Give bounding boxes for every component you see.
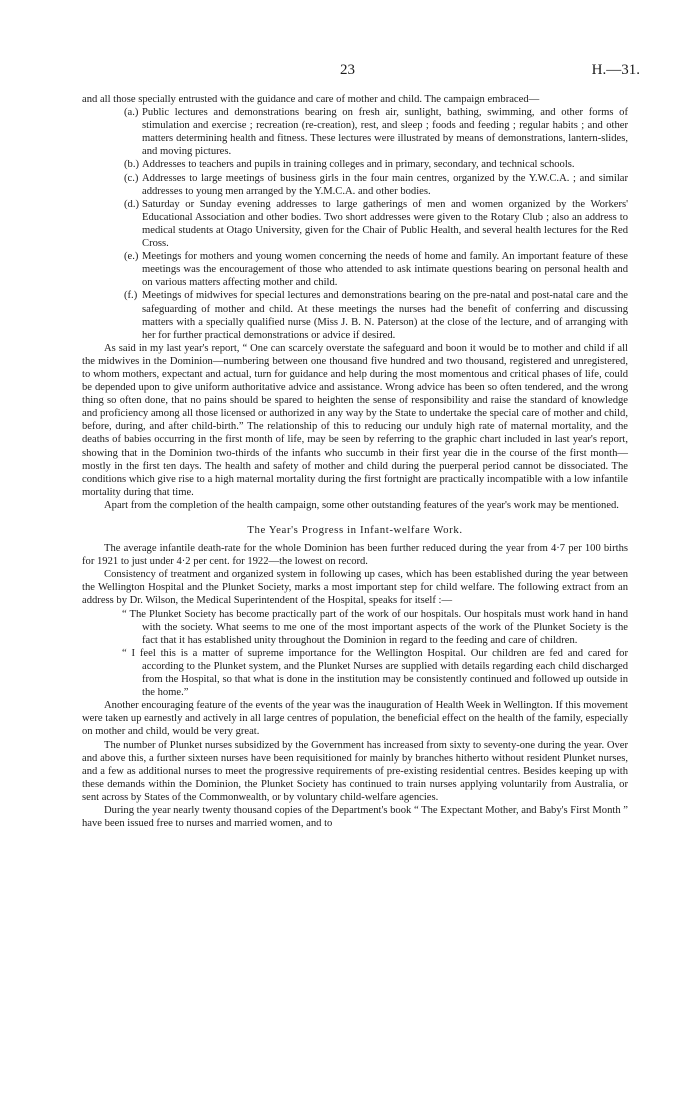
item-text: Addresses to teachers and pupils in training colleges and in primary, secondary, and technical schools. bbox=[142, 159, 575, 171]
item-text: Public lectures and demonstrations bearing on fresh air, sunlight, bathing, swimming, and other forms of stimulation and exercise ; recreation (re-creation), rest, and sleep ; foods and feeding ; regular habits ; and other matters determining health and fitness. These lectures were illustrated by means of demonstrations, lantern-slides, and moving pictures. bbox=[142, 107, 628, 158]
item-text: Meetings for mothers and young women concerning the needs of home and family. An important feature of these meetings was the encouragement of those who attended to ask intimate questions bearing on personal health and on various matters affecting mother and child. bbox=[142, 251, 628, 289]
quote-paragraph: “ I feel this is a matter of supreme importance for the Wellington Hospital. Our children are fed and cared for according to the Plunket system, and the Plunket Nurses are supplied with details regarding each child discharged from the Hospital, so that what is done in the institution may be consistently continued and followed up outside in the home.” bbox=[122, 647, 628, 699]
item-label: (e.) bbox=[124, 251, 139, 263]
campaign-item bbox=[82, 158, 628, 171]
document-code: H.—31. bbox=[591, 62, 640, 78]
campaign-item bbox=[82, 172, 628, 198]
paragraph: The number of Plunket nurses subsidized by the Government has increased from sixty to seventy-one during the year. Over and above this, a further sixteen nurses have been requisitioned for mainly by branches hitherto without resident Plunket nurses, and a few as additional nurses to meet the progressive requirements of pre-existing residential centres. Besides keeping up with these demands within the Dominion, the Plunket Society has continued to train nurses applying voluntarily from Australia, or sent across by States of the Commonwealth, or by voluntary child-welfare agencies. bbox=[82, 739, 628, 803]
item-label: (f.) bbox=[124, 290, 138, 302]
item-label: (c.) bbox=[124, 172, 139, 184]
paragraph: As said in my last year's report, “ One can scarcely overstate the safeguard and boon it would be to mother and child if all the midwives in the Dominion—numbering between one thousand five hundred and two thousand, registered and unregistered, to whom mothers, expectant and actual, turn for guidance and help during the most momentous and critical phases of life, could be depended upon to give uniform authoritative advice and assistance. Wrong advice has been so often tendered, and the wrong thing so often done, that no pains should be spared to heighten the sense of responsibility and raise the standard of knowledge and proficiency among all those licensed or authorized in any way by the State to undertake the special care of mother and child, before, during, and after child-birth.” The relationship of this to reducing our unduly high rate of maternal mortality, and the deaths of babies occurring in the first month of life, may be seen by referring to the graphic chart included in last year's report, showing that in the Dominion two-thirds of the infants who succumb in their first year die in the course of the first month—mostly in the first ten days. The health and safety of mother and child during the puerperal period cannot be dissociated. The conditions which give rise to a high maternal mortality during the first fortnight are practically incompatible with a low infantile mortality during that time. bbox=[82, 342, 628, 498]
campaign-item bbox=[82, 198, 628, 250]
paragraph: During the year nearly twenty thousand copies of the Department's book “ The Expectant Mother, and Baby's First Month ” have been issued free to nurses and married women, and to bbox=[82, 804, 628, 830]
paragraph: Consistency of treatment and organized system in following up cases, which has been established during the year between the Wellington Hospital and the Plunket Society, marks a most important step for child welfare. The following extract from an address by Dr. Wilson, the Medical Superintendent of the Hospital, speaks for itself :— bbox=[82, 569, 628, 607]
item-text: Addresses to large meetings of business girls in the four main centres, organized by the Y.W.C.A. ; and similar addresses to young men arranged by the Y.M.C.A. and other bodies. bbox=[142, 172, 628, 197]
campaign-item bbox=[82, 250, 628, 289]
campaign-item bbox=[82, 106, 628, 158]
body-text bbox=[82, 93, 628, 830]
paragraph: Another encouraging feature of the events of the year was the inauguration of Health Week in Wellington. If this movement were taken up earnestly and actively in all large centres of population, the beneficial effect on the health of the family, especially on mother and child, would be very great. bbox=[82, 700, 628, 738]
page-number: 23 bbox=[340, 62, 355, 78]
paragraph: The average infantile death-rate for the whole Dominion has been further reduced during the year from 4·7 per 100 births for 1921 to just under 4·2 per cent. for 1922—the lowest on record. bbox=[82, 543, 628, 568]
intro-paragraph: and all those specially entrusted with the guidance and care of mother and child. The campaign embraced— bbox=[82, 94, 540, 105]
campaign-list bbox=[82, 106, 628, 342]
item-text: Meetings of midwives for special lectures and demonstrations bearing on the pre-natal and post-natal care and the safeguarding of mother and child. At these meetings the nurses had the benefit of conferring and discussing matters with a specially qualified nurse (Miss J. B. N. Paterson) at the close of the lecture, and of arranging with her for further practical demonstrations or advice if desired. bbox=[142, 290, 628, 341]
section-heading: The Year's Progress in Infant-welfare Work. bbox=[247, 524, 463, 536]
item-text: Saturday or Sunday evening addresses to large gatherings of men and women organized by the Workers' Educational Association and other bodies. Two short addresses were given to the Rotary Club ; also an address to medical students at Otago University, given for the Chair of Public Health, and several health lectures for the Red Cross. bbox=[142, 198, 628, 250]
campaign-item bbox=[82, 289, 628, 341]
paragraph: Apart from the completion of the health campaign, some other outstanding features of the year's work may be mentioned. bbox=[104, 499, 619, 511]
item-label: (a.) bbox=[124, 107, 139, 119]
item-label: (d.) bbox=[124, 198, 140, 210]
quote-paragraph: “ The Plunket Society has become practically part of the work of our hospitals. Our hospitals must work hand in hand with the society. What seems to me one of the most important aspects of the work of the Plunket Society is the fact that it has established unity throughout the Dominion in regard to the feeding and care of children. bbox=[122, 608, 628, 646]
item-label: (b.) bbox=[124, 159, 140, 171]
